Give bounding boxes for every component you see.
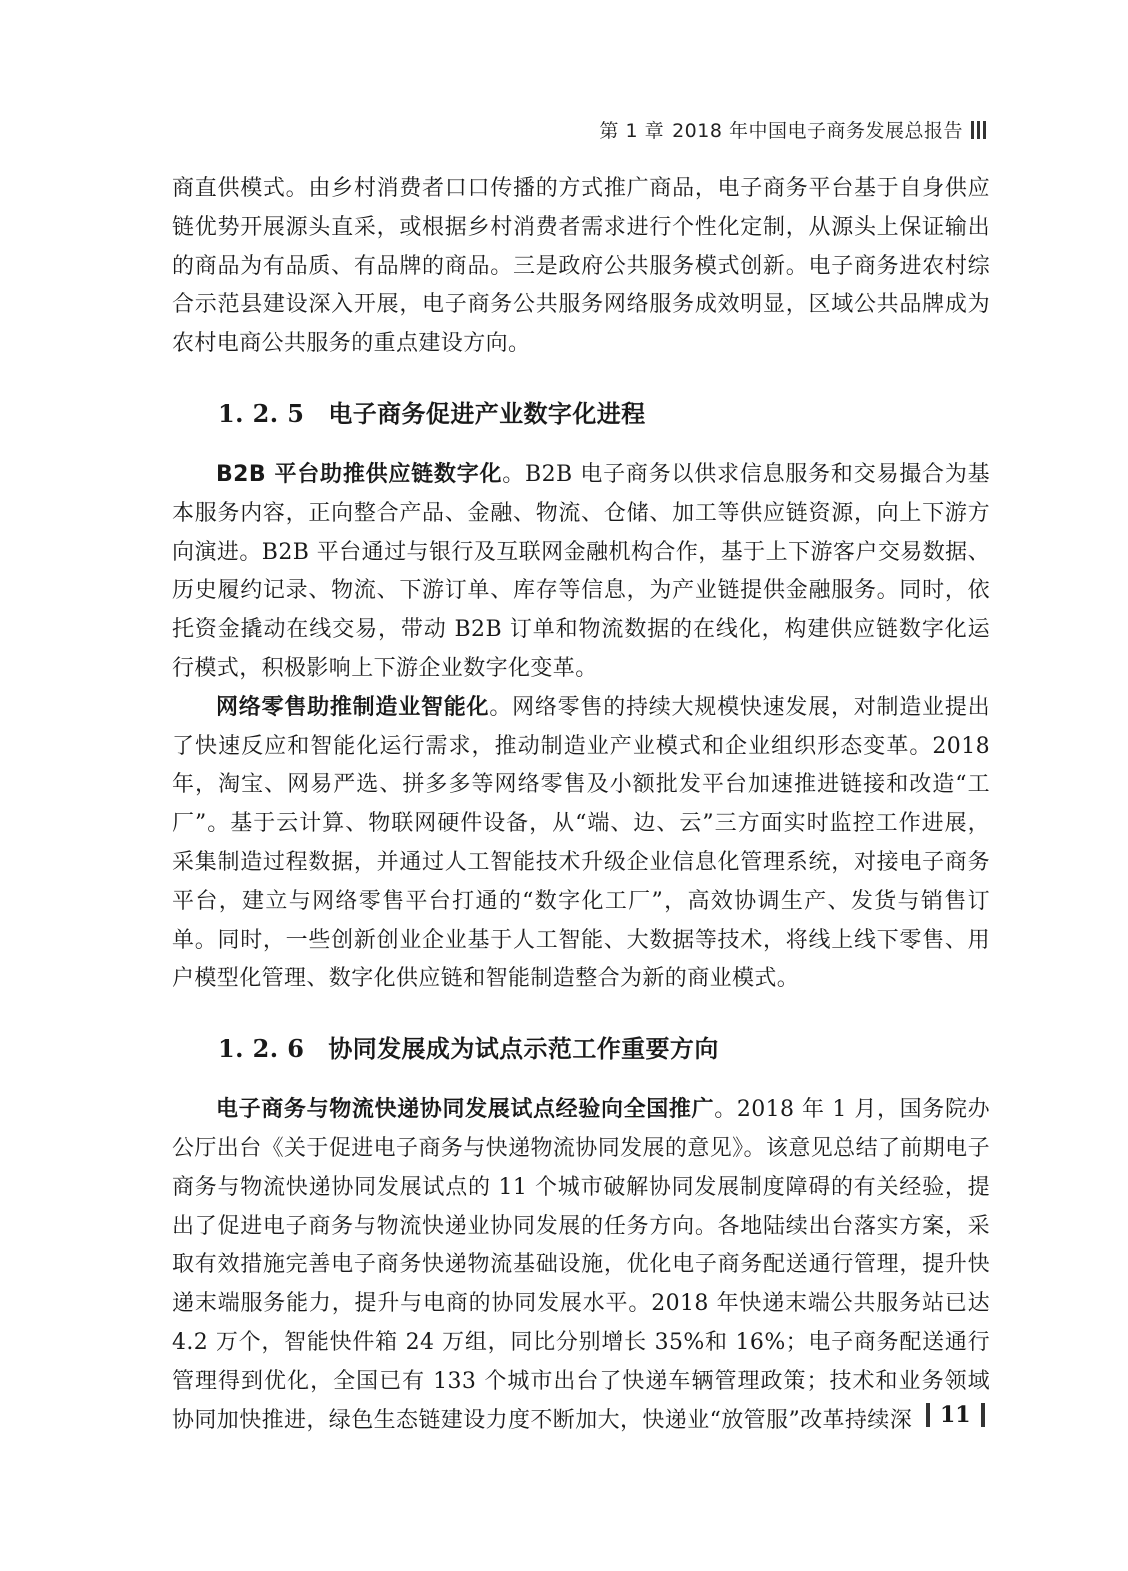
body-paragraph-b2b [172, 456, 990, 689]
paragraph-text: 。2018 年 1 月，国务院办公厅出台《关于促进电子商务与快递物流协同发展的意见》。该意见总结了前期电子商务与物流快递协同发展试点的 11 个城市破解协同发展制度障碍的有关经验，提出了促进电子商务与物流快递业协同发展的任务方向。各地陆续出台落实方案，采取有效措施完善电子商务快递物流基础设施，优化电子商务配送通行管理，提升快递末端服务能力，提升与电商的协同发展水平。2018 年快递末端公共服务站已达 4.2 万个，智能快件箱 24 万组，同比分别增长 35%和 16%；电子商务配送通行管理得到优化，全国已有 133 个城市出台了快递车辆管理政策；技术和业务领域协同加快推进，绿色生态链建设力度不断加大，快递业“放管服”改革持续深 [172, 1097, 990, 1433]
section-heading-1-2-6 [172, 1029, 990, 1069]
page-body [172, 170, 990, 1440]
paragraph-lead: B2B 平台助推供应链数字化 [216, 461, 503, 487]
folio-bar-right [981, 1403, 985, 1427]
paragraph-lead: 网络零售助推制造业智能化 [216, 694, 490, 720]
paragraph-text: 。B2B 电子商务以供求信息服务和交易撮合为基本服务内容，正向整合产品、金融、物流、仓储、加工等供应链资源，向上下游方向演进。B2B 平台通过与银行及互联网金融机构合作，基于上下游客户交易数据、历史履约记录、物流、下游订单、库存等信息，为产业链提供金融服务。同时，依托资金撬动在线交易，带动 B2B 订单和物流数据的在线化，构建供应链数字化运行模式，积极影响上下游企业数字化变革。 [172, 461, 991, 681]
page-number: 11 [940, 1402, 971, 1428]
section-title: 电子商务促进产业数字化进程 [328, 399, 646, 428]
body-paragraph-continued: 商直供模式。由乡村消费者口口传播的方式推广商品，电子商务平台基于自身供应链优势开展源头直采，或根据乡村消费者需求进行个性化定制，从源头上保证输出的商品为有品质、有品牌的商品。三是政府公共服务模式创新。电子商务进农村综合示范县建设深入开展，电子商务公共服务网络服务成效明显，区域公共品牌成为农村电商公共服务的重点建设方向。 [172, 176, 990, 357]
body-paragraph-logistics [172, 1091, 990, 1440]
report-title: 2018 年中国电子商务发展总报告 [672, 120, 963, 142]
section-heading-1-2-5 [172, 394, 990, 434]
section-number: 1. 2. 5 [218, 398, 305, 428]
body-paragraph-retail [172, 689, 990, 999]
page-number-footer [926, 1402, 985, 1428]
running-header [599, 116, 986, 143]
section-title: 协同发展成为试点示范工作重要方向 [328, 1035, 719, 1064]
section-number: 1. 2. 6 [218, 1034, 305, 1064]
chapter-label: 第 1 章 [599, 120, 665, 142]
paragraph-text: 。网络零售的持续大规模快速发展，对制造业提出了快速反应和智能化运行需求，推动制造业产业模式和企业组织形态变革。2018 年，淘宝、网易严选、拼多多等网络零售及小额批发平台加速推进链接和改造“工厂”。基于云计算、物联网硬件设备，从“端、边、云”三方面实时监控工作进展，采集制造过程数据，并通过人工智能技术升级企业信息化管理系统，对接电子商务平台，建立与网络零售平台打通的“数字化工厂”，高效协调生产、发货与销售订单。同时，一些创新创业企业基于人工智能、大数据等技术，将线上线下零售、用户模型化管理、数字化供应链和智能制造整合为新的商业模式。 [172, 694, 990, 992]
header-bars-ornament [971, 121, 986, 139]
paragraph-lead: 电子商务与物流快递协同发展试点经验向全国推广 [216, 1097, 715, 1123]
folio-bar-left [926, 1403, 930, 1427]
